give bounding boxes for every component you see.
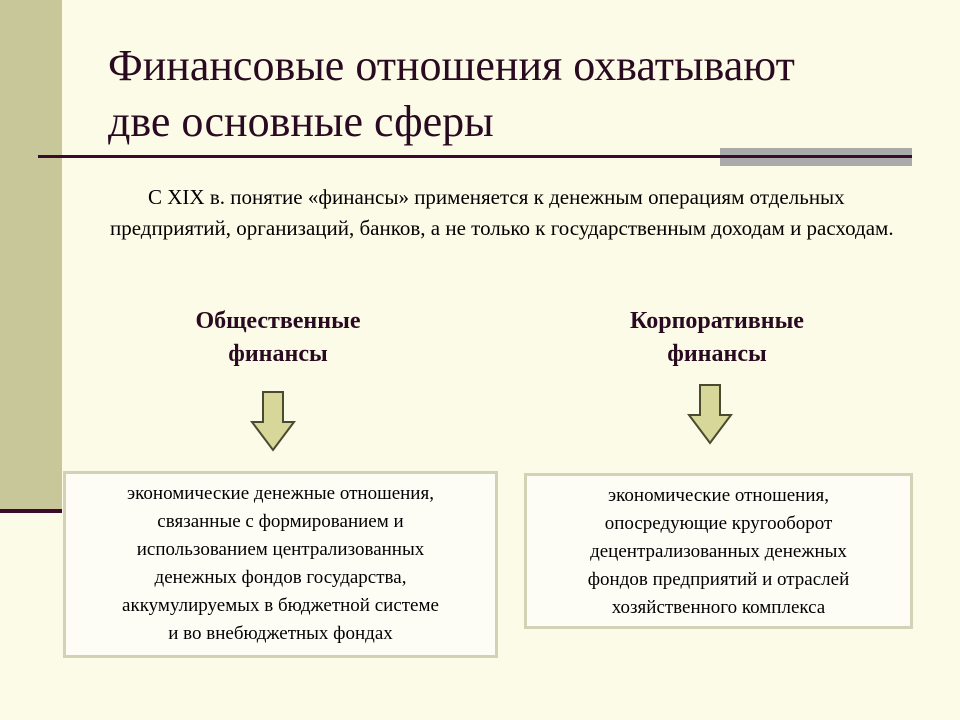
- title-line-2: две основные сферы: [108, 97, 494, 146]
- box-line: денежных фондов государства,: [154, 567, 407, 588]
- box-line: экономические отношения,: [607, 485, 829, 506]
- heading-line: Корпоративные: [630, 308, 804, 334]
- box-line: хозяйственного комплекса: [611, 597, 826, 618]
- heading-line: финансы: [667, 341, 767, 367]
- heading-line: финансы: [228, 341, 328, 367]
- title-line-1: Финансовые отношения охватывают: [108, 41, 795, 90]
- heading-corporate-finance: [567, 305, 867, 371]
- box-line: фондов предприятий и отраслей: [587, 569, 850, 590]
- box-line: экономические денежные отношения,: [127, 483, 434, 504]
- box-line: и во внебюджетных фондах: [168, 623, 393, 644]
- box-line: децентрализованных денежных: [590, 541, 847, 562]
- left-band-underline: [0, 509, 62, 513]
- slide-title: [108, 38, 938, 150]
- heading-line: Общественные: [195, 308, 361, 334]
- box-line: опосредующие кругооборот: [604, 513, 833, 534]
- heading-public-finance: [128, 305, 428, 371]
- left-decorative-band: [0, 0, 62, 511]
- box-line: аккумулируемых в бюджетной системе: [122, 595, 439, 616]
- box-line: связанные с формированием и: [157, 511, 404, 532]
- corporate-finance-description-box: [524, 473, 913, 629]
- intro-paragraph: С XIX в. понятие «финансы» применяется к денежным операциям отдельных предприятий, организаций, банков, а не только к государственным доходам и расходам.: [110, 185, 894, 240]
- box-line: использованием централизованных: [136, 539, 425, 560]
- title-rule-accent-line: [720, 155, 912, 158]
- down-arrow-icon: [687, 383, 733, 445]
- down-arrow-icon: [250, 390, 296, 452]
- public-finance-description-box: [63, 471, 498, 658]
